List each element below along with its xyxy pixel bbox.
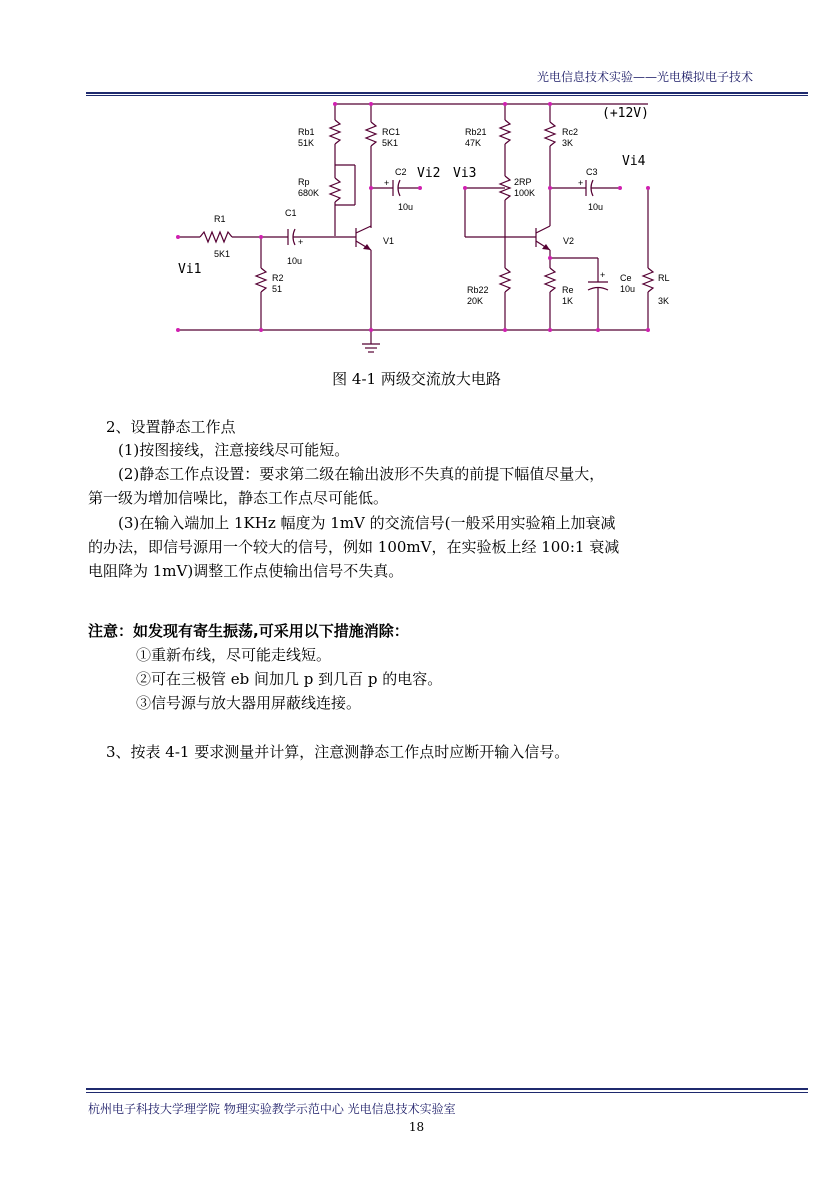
footer-rule-thin bbox=[86, 1092, 808, 1093]
v1-label: V1 bbox=[383, 236, 395, 246]
r2-value: 51 bbox=[272, 284, 283, 294]
note-item-1: ①重新布线，尽可能走线短。 bbox=[136, 646, 332, 664]
rp2-name: 2RP bbox=[514, 177, 532, 187]
rb21-value: 47K bbox=[465, 138, 482, 148]
rc2-name: Rc2 bbox=[562, 127, 579, 137]
r2-name: R2 bbox=[272, 273, 284, 283]
rc1-name: RC1 bbox=[382, 127, 401, 137]
note-title: 注意：如发现有寄生振荡,可采用以下措施消除： bbox=[88, 622, 409, 640]
rp-value: 680K bbox=[298, 188, 320, 198]
c1-value: 10u bbox=[287, 256, 303, 266]
c3-plus: + bbox=[578, 178, 584, 188]
vi1-label: Vi1 bbox=[178, 262, 202, 277]
rb22-name: Rb22 bbox=[467, 285, 489, 295]
c1-name: C1 bbox=[285, 208, 297, 218]
header-title: 光电信息技术实验——光电模拟电子技术 bbox=[536, 70, 753, 84]
c2-plus: + bbox=[384, 178, 390, 188]
paragraph-2-line1: (2)静态工作点设置：要求第二级在输出波形不失真的前提下幅值尽量大， bbox=[118, 465, 605, 483]
rb1-value: 51K bbox=[298, 138, 315, 148]
section2-title: 2、设置静态工作点 bbox=[106, 418, 236, 436]
vcc-label: (+12V) bbox=[602, 106, 649, 121]
ce-name: Ce bbox=[620, 273, 632, 283]
ce-value: 10u bbox=[620, 284, 636, 294]
rc2-value: 3K bbox=[562, 138, 574, 148]
vi3-label: Vi3 bbox=[453, 166, 477, 181]
section3-text: 3、按表 4-1 要求测量并计算，注意测静态工作点时应断开输入信号。 bbox=[106, 743, 570, 761]
c2-name: C2 bbox=[395, 167, 407, 177]
paragraph-2-line2: 第一级为增加信噪比，静态工作点尽可能低。 bbox=[88, 489, 389, 507]
paragraph-3-line2: 的办法，即信号源用一个较大的信号，例如 100mV，在实验板上经 100:1 衰减 bbox=[88, 538, 620, 556]
c2-value: 10u bbox=[398, 202, 414, 212]
ce-plus: + bbox=[600, 270, 606, 280]
note-item-2: ②可在三极管 eb 间加几 p 到几百 p 的电容。 bbox=[136, 670, 443, 688]
circuit-diagram bbox=[0, 0, 833, 370]
c3-value: 10u bbox=[588, 202, 604, 212]
r1-name: R1 bbox=[214, 214, 226, 224]
page-number: 18 bbox=[408, 1120, 425, 1134]
paragraph-3-line1: (3)在输入端加上 1KHz 幅度为 1mV 的交流信号(一般采用实验箱上加衰减 bbox=[118, 514, 616, 532]
footer-text: 杭州电子科技大学理学院 物理实验教学示范中心 光电信息技术实验室 bbox=[88, 1102, 456, 1116]
paragraph-3-line3: 电阻降为 1mV)调整工作点使输出信号不失真。 bbox=[88, 562, 404, 580]
rc1-value: 5K1 bbox=[382, 138, 399, 148]
rp2-value: 100K bbox=[514, 188, 536, 198]
rl-value: 3K bbox=[658, 296, 670, 306]
v2-label: V2 bbox=[563, 236, 575, 246]
footer-rule bbox=[86, 1088, 808, 1090]
rl-name: RL bbox=[658, 273, 670, 283]
rb1-name: Rb1 bbox=[298, 127, 315, 137]
note-item-3: ③信号源与放大器用屏蔽线连接。 bbox=[136, 694, 362, 712]
figure-caption: 图 4-1 两级交流放大电路 bbox=[332, 370, 501, 388]
c1-plus: + bbox=[298, 237, 304, 247]
rb22-value: 20K bbox=[467, 296, 484, 306]
r1-value: 5K1 bbox=[214, 249, 231, 259]
rp-name: Rp bbox=[298, 177, 310, 187]
c3-name: C3 bbox=[586, 167, 598, 177]
paragraph-1: (1)按图接线，注意接线尽可能短。 bbox=[118, 441, 350, 459]
vi2-label: Vi2 bbox=[417, 166, 441, 181]
rb21-name: Rb21 bbox=[465, 127, 487, 137]
re-name: Re bbox=[562, 285, 574, 295]
re-value: 1K bbox=[562, 296, 574, 306]
vi4-label: Vi4 bbox=[622, 154, 646, 169]
